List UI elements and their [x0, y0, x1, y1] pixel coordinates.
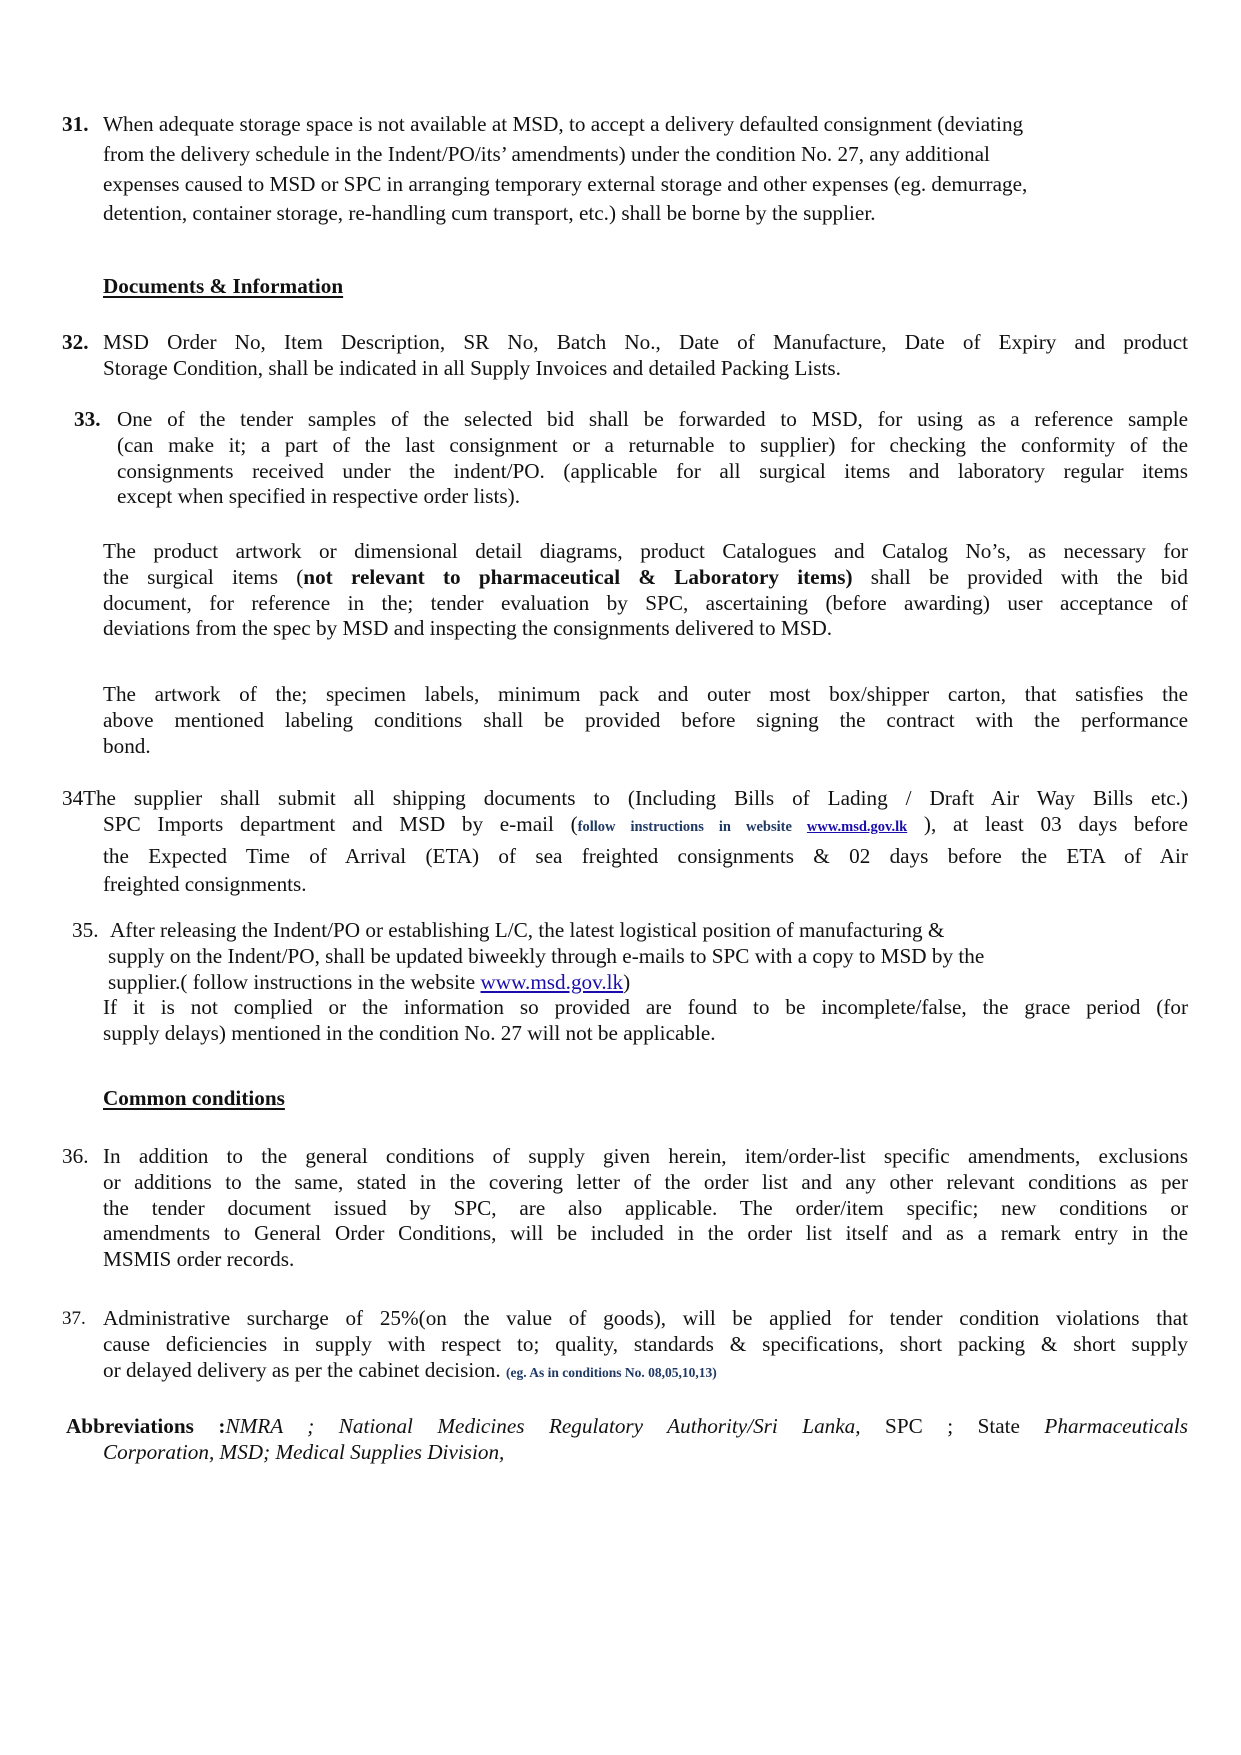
- text-line: Administrative surcharge of 25%(on the value of goods), will be applied for tender condition violations that: [103, 1306, 1188, 1330]
- text-line: [108, 970, 1188, 996]
- paragraph-product-artwork: [103, 539, 1188, 642]
- section-heading-common-conditions: Common conditions: [103, 1086, 285, 1110]
- msd-website-link[interactable]: www.msd.gov.lk: [480, 969, 624, 994]
- text-span: the surgical items (: [103, 564, 304, 589]
- text-line: expenses caused to MSD or SPC in arranging temporary external storage and other expenses (eg. demurrage,: [103, 171, 1028, 196]
- text-line: [103, 1358, 1188, 1386]
- text-line: The product artwork or dimensional detail diagrams, product Catalogues and Catalog No’s, as necessary for: [103, 539, 1188, 563]
- text-line: One of the tender samples of the selected bid shall be forwarded to MSD, for using as a reference sample: [117, 407, 1188, 431]
- text-line: MSMIS order records.: [103, 1247, 295, 1272]
- clause-35-text: [103, 918, 1188, 1047]
- bold-emphasis: not relevant to pharmaceutical & Laboratory items): [303, 564, 853, 589]
- text-span: shall be provided with the bid: [852, 564, 1188, 589]
- paragraph-specimen-labels: [103, 682, 1188, 759]
- abbreviation-spc: SPC ; State: [860, 1414, 1045, 1438]
- msd-website-link[interactable]: www.msd.gov.lk: [806, 818, 908, 835]
- clause-33-text: [117, 407, 1188, 510]
- condition-reference-note: (eg. As in conditions No. 08,05,10,13): [506, 1364, 717, 1380]
- text-line: cause deficiencies in supply with respect to; quality, standards & specifications, short packing & short supply: [103, 1331, 1188, 1356]
- clause-31-text: [103, 112, 1103, 227]
- text-line: When adequate storage space is not available at MSD, to accept a delivery defaulted consignment (deviating: [103, 112, 1024, 136]
- text-line: supply on the Indent/PO, shall be updated biweekly through e-mails to SPC with a copy to MSD by the: [108, 943, 985, 968]
- text-line: the Expected Time of Arrival (ETA) of sea freighted consignments & 02 days before the ETA of Air: [103, 843, 1188, 868]
- text-line: amendments to General Order Conditions, will be included in the order list itself and as a remark entry in the: [103, 1221, 1188, 1246]
- clause-32-text: [103, 330, 1188, 382]
- clause-number: 35.: [72, 918, 99, 942]
- text-span: SPC Imports department and MSD by e-mail (: [103, 811, 578, 836]
- clause-number: 31.: [62, 112, 89, 136]
- text-line: from the delivery schedule in the Indent/PO/its’ amendments) under the condition No. 27, any additional: [103, 141, 990, 166]
- text-span: supplier.( follow instructions in the website: [108, 969, 481, 994]
- text-span: or delayed delivery as per the cabinet decision.: [103, 1357, 506, 1382]
- text-line: [66, 1414, 1188, 1440]
- clause-number: 36.: [62, 1144, 89, 1168]
- clause-number: 34: [62, 786, 84, 810]
- text-span: ): [623, 969, 631, 994]
- text-line: freighted consignments.: [103, 872, 307, 897]
- clause-number: 33.: [74, 407, 101, 431]
- clause-37-text: [103, 1306, 1188, 1385]
- text-line: After releasing the Indent/PO or establishing L/C, the latest logistical position of manufacturing &: [110, 918, 945, 942]
- clause-36-text: [103, 1144, 1188, 1273]
- clause-34-text: [83, 786, 1188, 898]
- text-line: supply delays) mentioned in the condition No. 27 will not be applicable.: [103, 1021, 716, 1046]
- text-line: document, for reference in the; tender evaluation by SPC, ascertaining (before awarding) user acceptance of: [103, 590, 1188, 615]
- section-heading-documents-information: Documents & Information: [103, 274, 344, 298]
- text-line: bond.: [103, 733, 151, 758]
- text-line: Storage Condition, shall be indicated in all Supply Invoices and detailed Packing Lists.: [103, 355, 841, 380]
- text-line: MSD Order No, Item Description, SR No, Batch No., Date of Manufacture, Date of Expiry and product: [103, 330, 1188, 354]
- clause-number: 37.: [62, 1308, 86, 1329]
- abbreviation-msd: Corporation, MSD; Medical Supplies Division,: [103, 1439, 505, 1464]
- text-line: The supplier shall submit all shipping documents to (Including Bills of Lading / Draft Air Way Bills etc.): [83, 786, 1188, 810]
- abbreviation-nmra: NMRA ; National Medicines Regulatory Authority/Sri Lanka,: [225, 1414, 861, 1438]
- text-line: detention, container storage, re-handling cum transport, etc.) shall be borne by the supplier.: [103, 201, 876, 226]
- text-line: (can make it; a part of the last consignment or a returnable to supplier) for checking the conformity of the: [117, 432, 1188, 457]
- text-line: [103, 812, 1188, 841]
- text-line: except when specified in respective order lists).: [117, 484, 520, 509]
- text-line: above mentioned labeling conditions shall be provided before signing the contract with the performance: [103, 707, 1188, 732]
- clause-number: 32.: [62, 330, 89, 354]
- abbreviation-spc-text: Pharmaceuticals: [1044, 1414, 1188, 1438]
- abbreviations-label: Abbreviations :: [66, 1414, 226, 1438]
- text-line: or additions to the same, stated in the covering letter of the order list and any other relevant conditions as per: [103, 1169, 1188, 1194]
- text-line: consignments received under the indent/PO. (applicable for all surgical items and laboratory regular items: [117, 458, 1188, 483]
- text-line: deviations from the spec by MSD and inspecting the consignments delivered to MSD.: [103, 616, 833, 641]
- abbreviations: [66, 1414, 1188, 1466]
- text-line: In addition to the general conditions of supply given herein, item/order-list specific amendments, exclusions: [103, 1144, 1188, 1168]
- text-line: The artwork of the; specimen labels, minimum pack and outer most box/shipper carton, that satisfies the: [103, 682, 1188, 706]
- instruction-note: follow instructions in website: [577, 818, 807, 835]
- text-span: ), at least 03 days before: [907, 811, 1188, 836]
- text-line: the tender document issued by SPC, are also applicable. The order/item specific; new conditions or: [103, 1195, 1188, 1220]
- text-line: [103, 565, 1188, 591]
- text-line: If it is not complied or the information so provided are found to be incomplete/false, the grace period (for: [103, 995, 1188, 1020]
